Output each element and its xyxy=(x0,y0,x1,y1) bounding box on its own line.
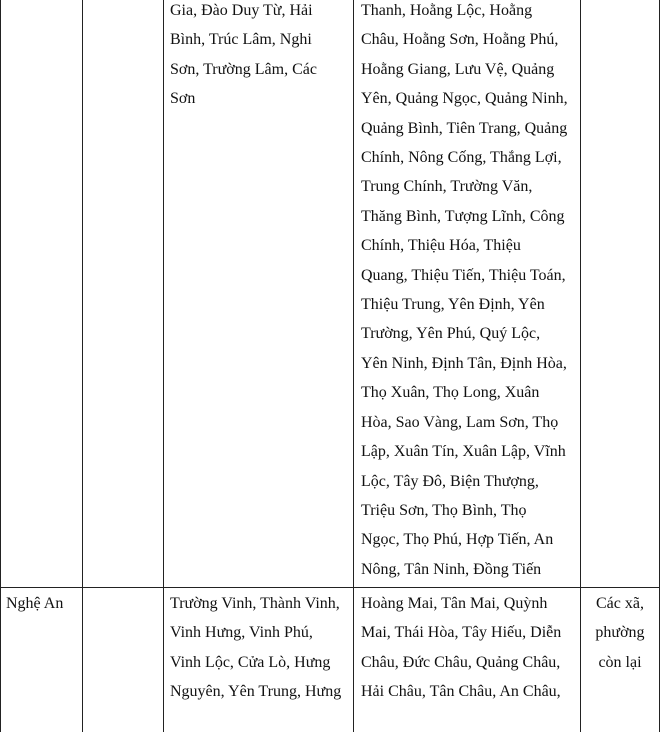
table-border-left xyxy=(0,0,1,732)
text-line: Thọ Xuân, Thọ Long, Xuân xyxy=(361,384,540,402)
row2-province-cell: Nghệ An xyxy=(6,595,64,612)
text-line: Sơn xyxy=(170,90,196,108)
text-line: Sơn, Trường Lâm, Các xyxy=(170,60,317,78)
text-line: Chính, Nông Cống, Thắng Lợi, xyxy=(361,149,562,167)
text-line: Bình, Trúc Lâm, Nghi xyxy=(170,31,312,49)
text-line: Hải Châu, Tân Châu, An Châu, xyxy=(361,683,561,701)
row1-col3-cell xyxy=(170,0,317,114)
column-divider-2 xyxy=(163,0,164,732)
column-divider-3 xyxy=(353,0,354,732)
text-line: Vinh Lộc, Cửa Lò, Hưng xyxy=(170,653,331,671)
text-line: Trường Vinh, Thành Vinh, xyxy=(170,595,340,612)
column-divider-4 xyxy=(580,0,581,732)
text-line: Hoàng Mai, Tân Mai, Quỳnh xyxy=(361,595,548,612)
row-divider xyxy=(0,587,660,588)
text-line: Gia, Đào Duy Từ, Hải xyxy=(170,2,313,19)
text-line: Thiệu Trung, Yên Định, Yên xyxy=(361,296,545,314)
text-line: Triệu Sơn, Thọ Bình, Thọ xyxy=(361,501,527,519)
text-line: Hoằng Giang, Lưu Vệ, Quảng xyxy=(361,60,555,78)
text-line: Nông, Tân Ninh, Đồng Tiến xyxy=(361,560,542,578)
text-line: Lập, Xuân Tín, Xuân Lập, Vĩnh xyxy=(361,443,566,461)
text-line: Yên Ninh, Định Tân, Định Hòa, xyxy=(361,354,567,372)
row2-col5-cell xyxy=(586,589,654,677)
text-line: phường xyxy=(595,624,645,642)
text-line: Châu, Đức Châu, Quảng Châu, xyxy=(361,653,561,671)
text-line: Trung Chính, Trường Văn, xyxy=(361,178,533,196)
text-line: Quảng Bình, Tiên Trang, Quảng xyxy=(361,119,568,137)
text-line: Nguyên, Yên Trung, Hưng xyxy=(170,683,342,701)
text-line: Mai, Thái Hòa, Tây Hiếu, Diễn xyxy=(361,624,562,642)
text-line: Hòa, Sao Vàng, Lam Sơn, Thọ xyxy=(361,413,559,431)
text-line: Thanh, Hoằng Lộc, Hoằng xyxy=(361,2,533,19)
text-line: Thăng Bình, Tượng Lĩnh, Công xyxy=(361,207,565,225)
text-line: Yên, Quảng Ngọc, Quảng Ninh, xyxy=(361,90,568,108)
column-divider-1 xyxy=(82,0,83,732)
text-line: Trường, Yên Phú, Quý Lộc, xyxy=(361,325,541,343)
text-line: Quang, Thiệu Tiến, Thiệu Toán, xyxy=(361,266,566,284)
text-line: còn lại xyxy=(598,653,642,671)
row1-col4-cell xyxy=(361,0,568,584)
text-line: Các xã, xyxy=(596,595,644,612)
text-line: Chính, Thiệu Hóa, Thiệu xyxy=(361,237,521,255)
row2-col3-cell xyxy=(170,589,341,707)
text-line: Châu, Hoằng Sơn, Hoằng Phú, xyxy=(361,31,559,49)
text-line: Ngọc, Thọ Phú, Hợp Tiến, An xyxy=(361,531,554,549)
text-line: Lộc, Tây Đô, Biện Thượng, xyxy=(361,472,539,490)
row2-col4-cell xyxy=(361,589,561,707)
text-line: Vinh Hưng, Vinh Phú, xyxy=(170,624,313,642)
